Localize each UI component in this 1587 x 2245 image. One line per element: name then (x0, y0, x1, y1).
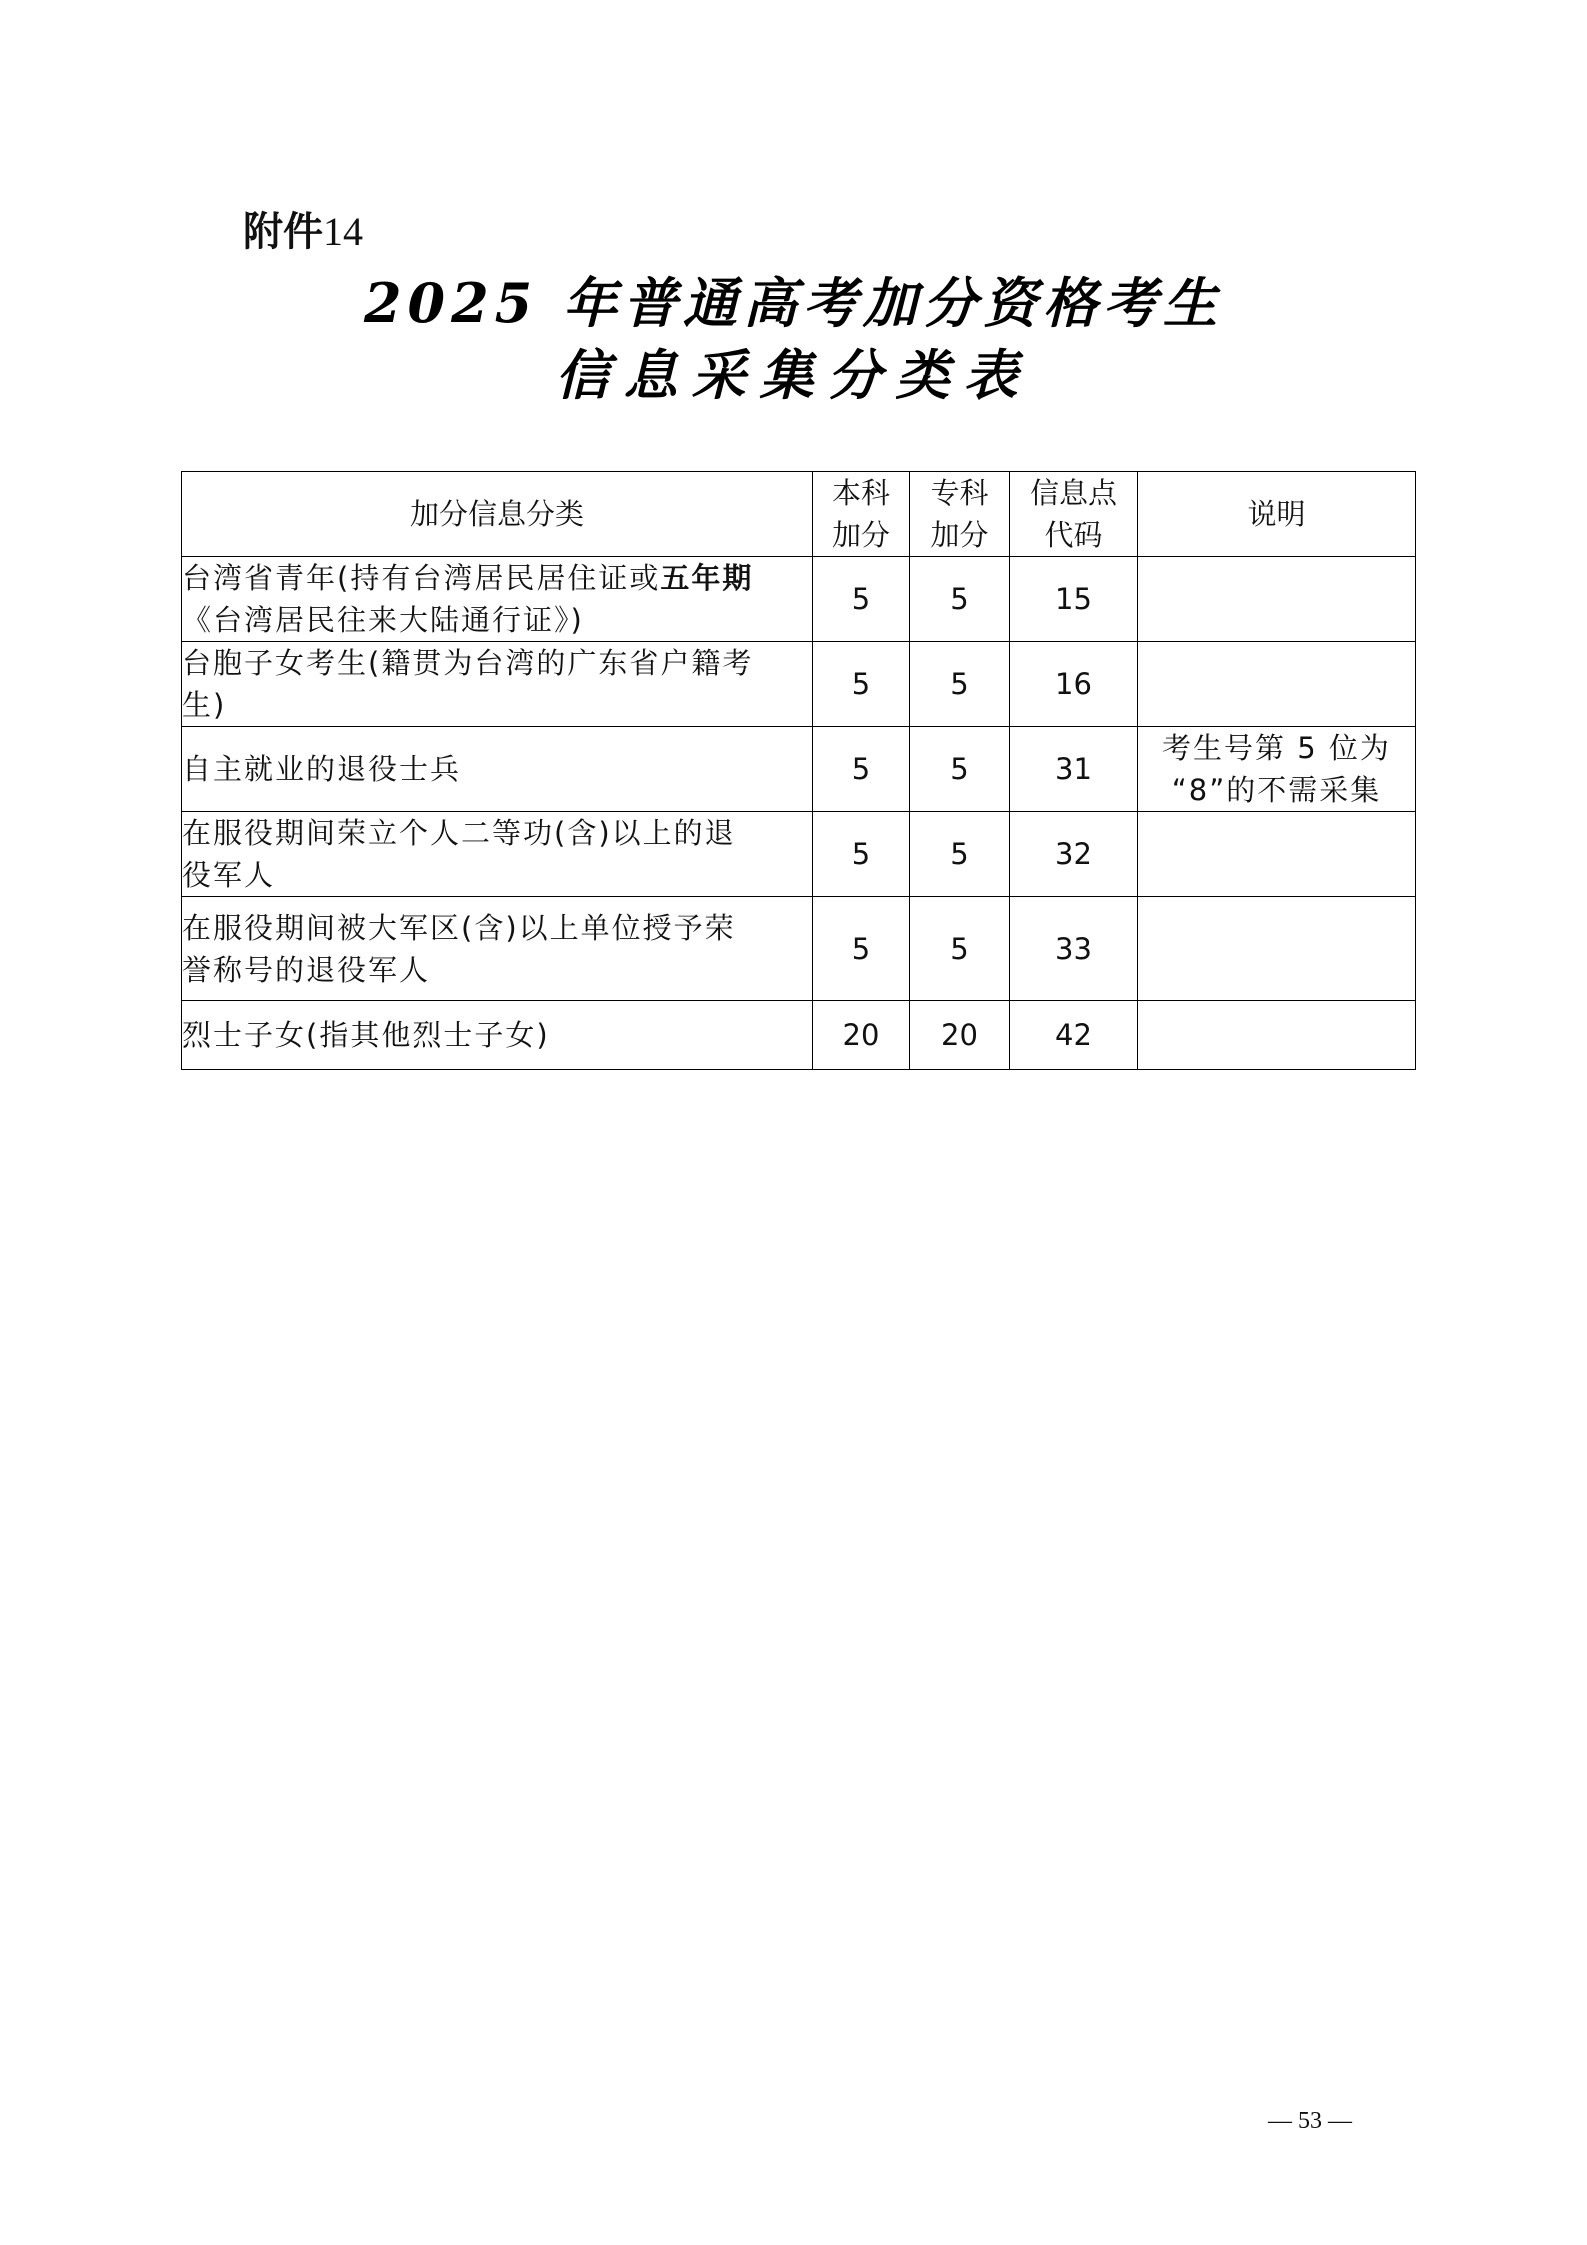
row-category-bold-text: 五年期 (660, 561, 754, 595)
row-info-code: 16 (1010, 642, 1138, 727)
attachment-number: 14 (323, 209, 363, 254)
row-category (182, 812, 813, 897)
header-college-line1: 专科 (930, 476, 989, 510)
header-undergrad (813, 472, 910, 557)
row-info-code: 42 (1010, 1001, 1138, 1070)
row-undergrad-points: 5 (813, 812, 910, 897)
row-category-text: 在服役期间被大军区(含)以上单位授予荣 (182, 910, 736, 945)
row-college-points: 5 (910, 812, 1010, 897)
row-undergrad-points: 5 (813, 727, 910, 812)
header-college (910, 472, 1010, 557)
table-row (182, 642, 1416, 727)
page-number: — 53 — (1268, 2108, 1352, 2134)
table-row (182, 557, 1416, 642)
row-category-text: 台胞子女考生(籍贯为台湾的广东省户籍考 (182, 646, 754, 680)
header-undergrad-line1: 本科 (831, 476, 890, 510)
header-code-line2: 代码 (1044, 518, 1103, 552)
header-undergrad-line2: 加分 (831, 518, 890, 552)
row-undergrad-points: 5 (813, 642, 910, 727)
row-category (182, 642, 813, 727)
row-category-text: 自主就业的退役士兵 (182, 752, 462, 786)
row-info-code: 15 (1010, 557, 1138, 642)
row-undergrad-points: 5 (813, 897, 910, 1001)
row-college-points: 5 (910, 727, 1010, 812)
row-note-line2: “8”的不需采集 (1171, 773, 1382, 807)
header-note: 说明 (1138, 472, 1416, 557)
row-college-points: 20 (910, 1001, 1010, 1070)
header-code (1010, 472, 1138, 557)
row-note (1138, 812, 1416, 897)
row-category (182, 1001, 813, 1070)
row-category-text: 烈士子女(指其他烈士子女) (182, 1018, 550, 1052)
table-row (182, 1001, 1416, 1070)
header-college-line2: 加分 (930, 518, 989, 552)
attachment-prefix: 附件 (243, 209, 323, 255)
row-info-code: 31 (1010, 727, 1138, 812)
row-note (1138, 897, 1416, 1001)
row-category-text-cont: 生) (182, 688, 227, 722)
row-category-text: 在服役期间荣立个人二等功(含)以上的退 (182, 816, 736, 850)
row-undergrad-points: 20 (813, 1001, 910, 1070)
row-note (1138, 557, 1416, 642)
row-note-line1: 考生号第 5 位为 (1162, 731, 1391, 765)
row-category-text-cont: 役军人 (182, 858, 276, 892)
row-note (1138, 727, 1416, 812)
attachment-label (243, 206, 363, 258)
table-header-row (182, 472, 1416, 557)
document-title-line2: 信息采集分类表 (555, 343, 1032, 407)
row-college-points: 5 (910, 897, 1010, 1001)
table-row (182, 897, 1416, 1001)
row-undergrad-points: 5 (813, 557, 910, 642)
header-code-line1: 信息点 (1029, 476, 1117, 510)
bonus-info-table (181, 471, 1416, 1070)
row-category (182, 897, 813, 1001)
table-row (182, 727, 1416, 812)
header-category: 加分信息分类 (182, 472, 813, 557)
row-note (1138, 642, 1416, 727)
row-category (182, 727, 813, 812)
row-college-points: 5 (910, 642, 1010, 727)
row-info-code: 33 (1010, 897, 1138, 1001)
row-note (1138, 1001, 1416, 1070)
row-college-points: 5 (910, 557, 1010, 642)
row-category-text-cont: 誉称号的退役军人 (182, 952, 431, 987)
row-category-text: 台湾省青年(持有台湾居民居住证或 (182, 561, 661, 595)
table-row (182, 812, 1416, 897)
row-info-code: 32 (1010, 812, 1138, 897)
document-title-line1: 2025 年普通高考加分资格考生 (363, 271, 1224, 335)
row-category-text-cont: 《台湾居民往来大陆通行证》) (182, 603, 584, 637)
row-category (182, 557, 813, 642)
